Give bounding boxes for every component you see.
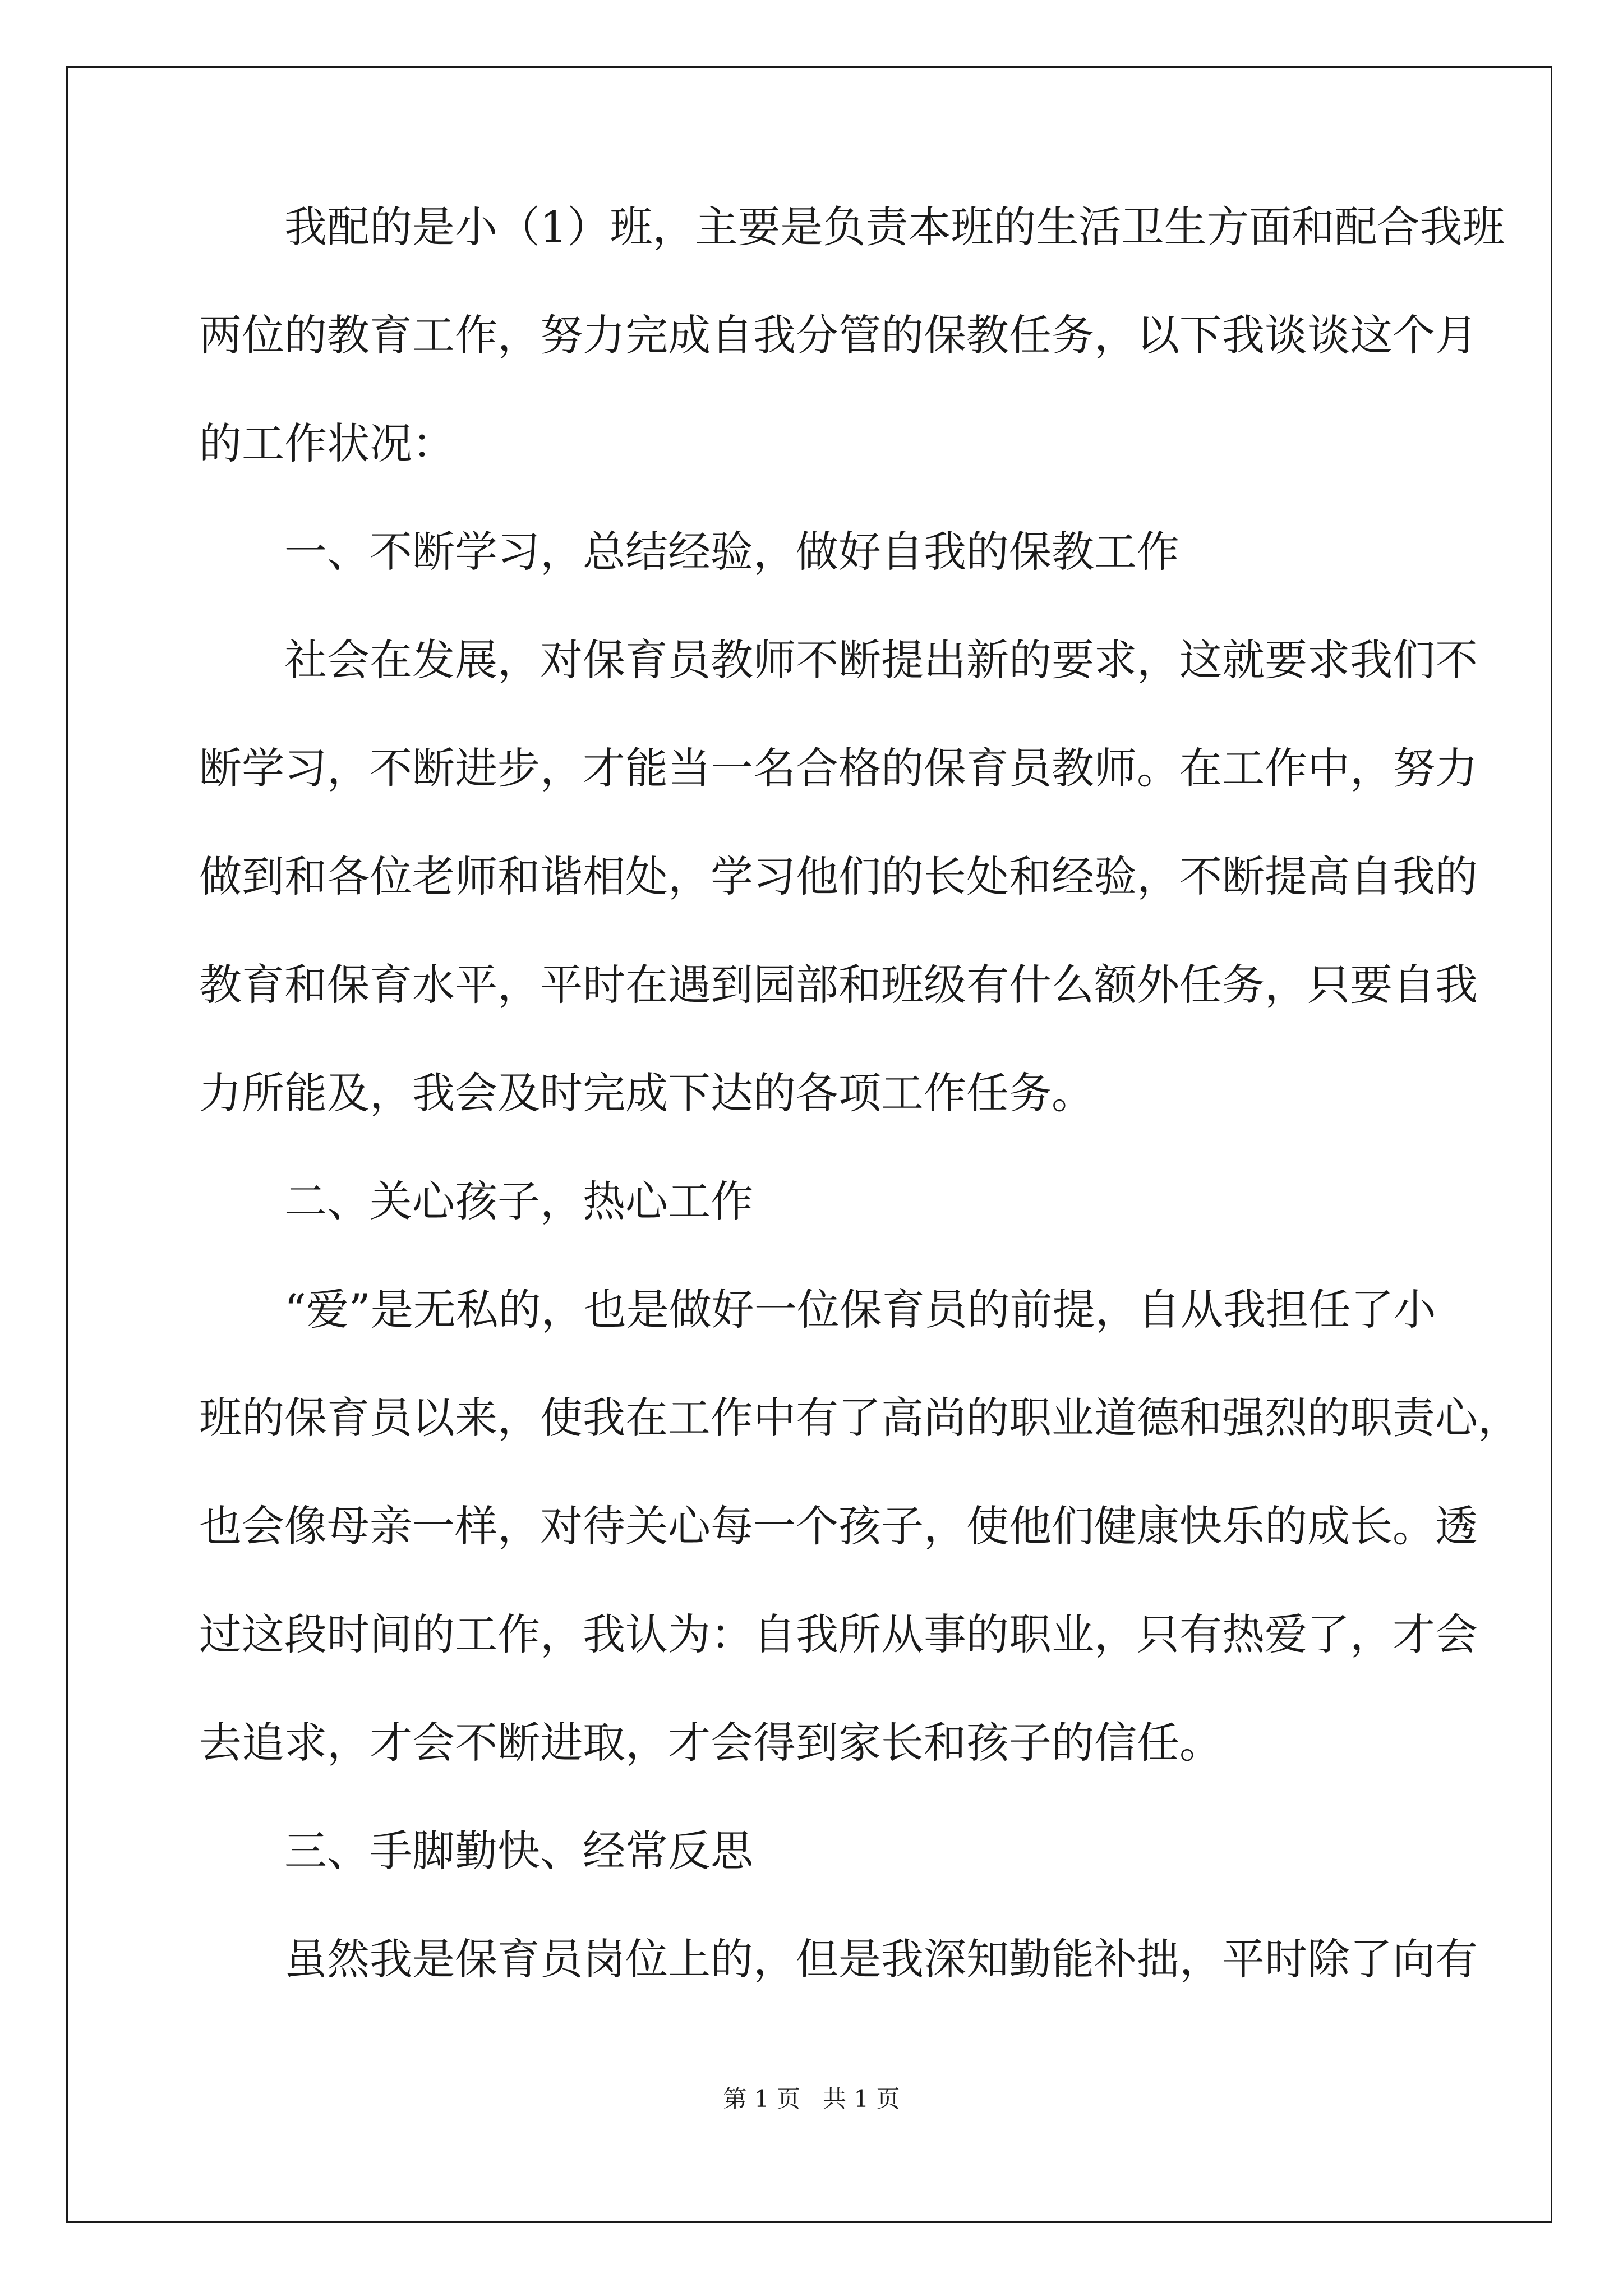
section-heading: 三、手脚勤快、经常反思 [284,1826,753,1876]
section-heading: 一、不断学习，总结经验，做好自我的保教工作 [284,527,1179,577]
paragraph-line: 过这段时间的工作，我认为：自我所从事的职业，只有热爱了，才会 [199,1609,1478,1659]
paragraph-line: 断学习，不断进步，才能当一名合格的保育员教师。在工作中，努力 [199,743,1478,793]
paragraph-line: 我配的是小（1）班，主要是负责本班的生活卫生方面和配合我班 [284,202,1505,252]
paragraph-line: “爱”是无私的，也是做好一位保育员的前提，自从我担任了小 [284,1285,1436,1335]
section-heading: 二、关心孩子，热心工作 [284,1176,753,1226]
paragraph-line: 去追求，才会不断进取，才会得到家长和孩子的信任。 [199,1718,1222,1768]
paragraph-line: 教育和保育水平，平时在遇到园部和班级有什么额外任务，只要自我 [199,960,1478,1010]
paragraph-line: 力所能及，我会及时完成下达的各项工作任务。 [199,1068,1094,1118]
page-total: 共 1 页 [823,2085,900,2113]
paragraph-line: 两位的教育工作，努力完成自我分管的保教任务，以下我谈谈这个月 [199,310,1478,360]
page-number: 第 1 页 [723,2085,800,2113]
paragraph-line: 班的保育员以来，使我在工作中有了高尚的职业道德和强烈的职责心， [199,1393,1520,1443]
paragraph-line: 虽然我是保育员岗位上的，但是我深知勤能补拙，平时除了向有 [284,1934,1478,1984]
paragraph-line: 社会在发展，对保育员教师不断提出新的要求，这就要求我们不 [284,635,1478,685]
paragraph-line: 做到和各位老师和谐相处，学习他们的长处和经验，不断提高自我的 [199,852,1478,901]
paragraph-line: 也会像母亲一样，对待关心每一个孩子，使他们健康快乐的成长。透 [199,1501,1478,1551]
page-footer [0,2082,1623,2116]
page-border [66,66,1552,2223]
paragraph-line: 的工作状况： [199,418,455,468]
